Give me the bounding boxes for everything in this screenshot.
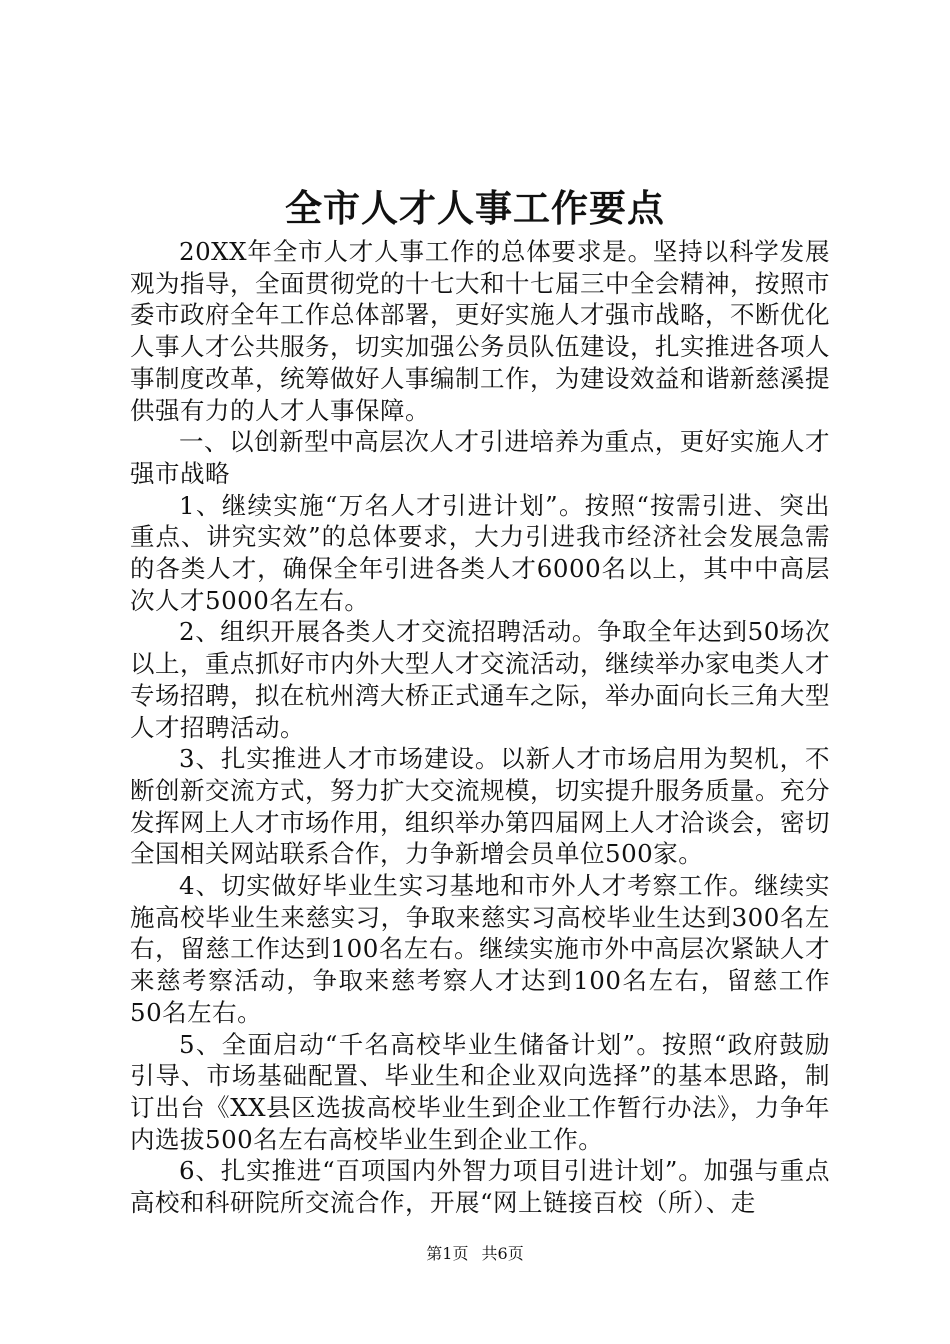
page-title: 全市人才人事工作要点 [285,186,665,230]
paragraph-item-2: 2、组织开展各类人才交流招聘活动。争取全年达到50场次以上，重点抓好市内外大型人才交流活动，继续举办家电类人才专场招聘，拟在杭州湾大桥正式通车之际，举办面向长三角大型人才招聘活动。 [130,617,830,742]
paragraph-item-6: 6、扎实推进“百项国内外智力项目引进计划”。加强与重点高校和科研院所交流合作，开展“网上链接百校（所）、走 [130,1156,830,1218]
paragraph-item-3: 3、扎实推进人才市场建设。以新人才市场启用为契机，不断创新交流方式，努力扩大交流规模，切实提升服务质量。充分发挥网上人才市场作用，组织举办第四届网上人才洽谈会，密切全国相关网站联系合作，力争新增会员单位500家。 [130,744,830,869]
paragraph-intro: 20XX年全市人才人事工作的总体要求是。坚持以科学发展观为指导，全面贯彻党的十七大和十七届三中全会精神，按照市委市政府全年工作总体部署，更好实施人才强市战略，不断优化人事人才公共服务，切实加强公务员队伍建设，扎实推进各项人事制度改革，统筹做好人事编制工作，为建设效益和谐新慈溪提供强有力的人才人事保障。 [130,237,830,425]
page-footer [0,1243,950,1265]
paragraph-item-1: 1、继续实施“万名人才引进计划”。按照“按需引进、突出重点、讲究实效”的总体要求，大力引进我市经济社会发展急需的各类人才，确保全年引进各类人才6000名以上，其中中高层次人才5000名左右。 [130,490,830,615]
page-total: 共6页 [481,1244,524,1263]
page-number: 第1页 [426,1244,469,1263]
paragraph-item-5: 5、全面启动“千名高校毕业生储备计划”。按照“政府鼓励引导、市场基础配置、毕业生和企业双向选择”的基本思路，制订出台《XX县区选拔高校毕业生到企业工作暂行办法》，力争年内选拔500名左右高校毕业生到企业工作。 [130,1029,830,1154]
document-body [130,236,830,1219]
paragraph-item-4: 4、切实做好毕业生实习基地和市外人才考察工作。继续实施高校毕业生来慈实习，争取来慈实习高校毕业生达到300名左右，留慈工作达到100名左右。继续实施市外中高层次紧缺人才来慈考察活动，争取来慈考察人才达到100名左右，留慈工作50名左右。 [130,871,830,1027]
section-heading-1: 一、以创新型中高层次人才引进培养为重点，更好实施人才强市战略 [130,427,830,488]
